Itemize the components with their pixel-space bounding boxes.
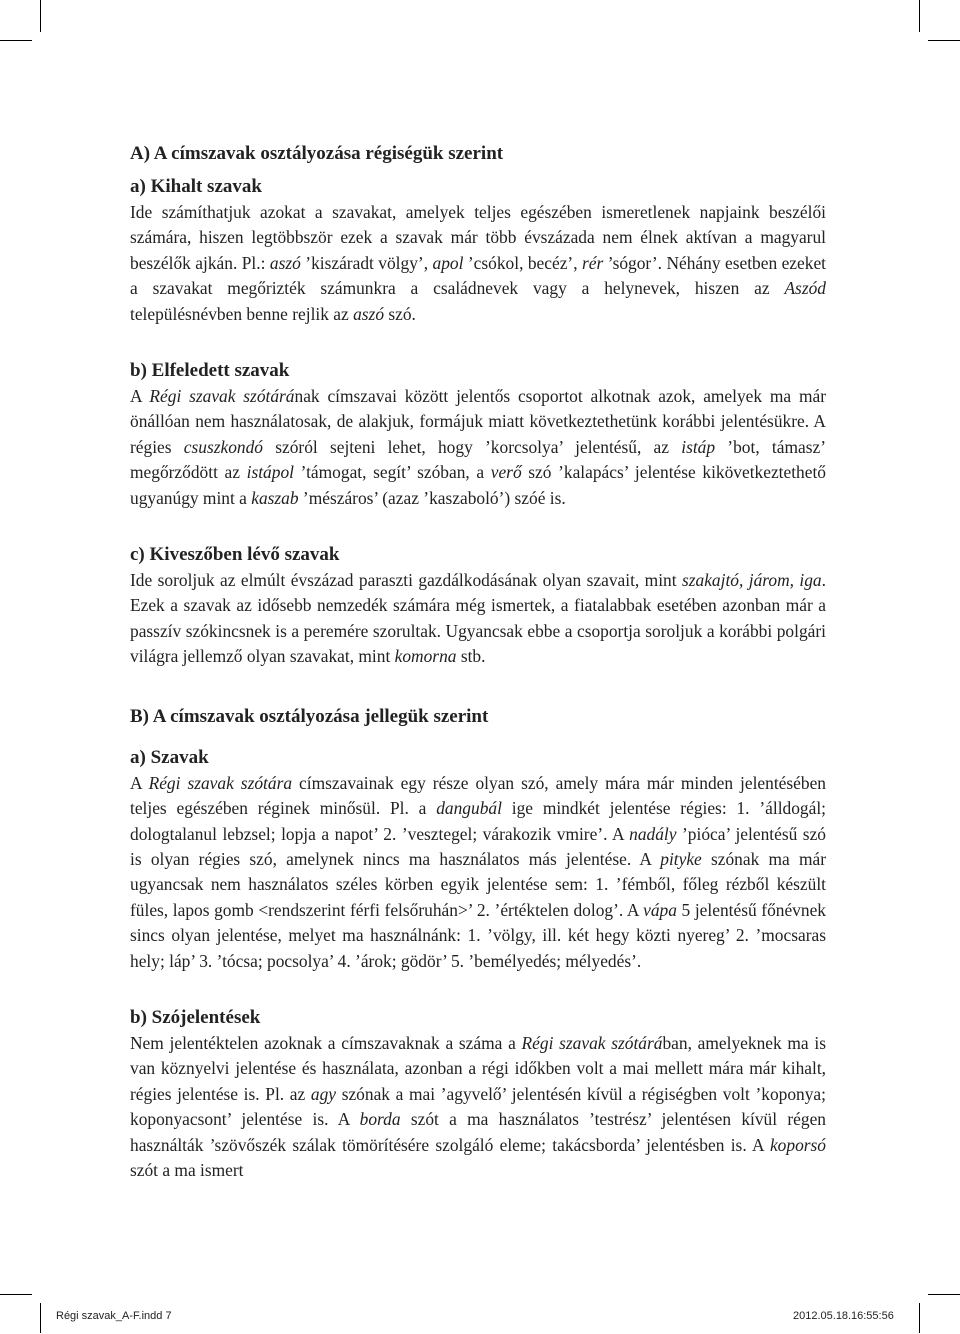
footer-time: 16:55:56 <box>851 1310 894 1322</box>
elfeledett-paragraph: A Régi szavak szótárának címszavai között jelentős csoportot alkotnak azok, amelyek ma már önállóan nem használatosak, de alakjuk, formájuk miatt következtethetünk korábbi jelentésükre. A régies csuszkondó szóról sejteni lehet, hogy ’korcsolya’ jelentésű, az istáp ’bot, támasz’ megőrződött az istápol ’támogat, segít’ szóban, a verő szó ’kalapács’ jelentése kikövetkeztethető ugyanúgy mint a kaszab ’mészáros’ (azaz ’kaszaboló’) szóé is. <box>130 386 827 508</box>
elfeledett-heading: b) Elfeledett szavak <box>130 360 290 382</box>
szojelentesek-paragraph: Nem jelentéktelen azoknak a címszavaknak a száma a Régi szavak szótárában, amelyeknek ma is van köznyelvi jelentése és használata, azonban a régi időkben volt a mai mellett mára már kihalt, régies jelentése is. Pl. az agy szónak a mai ’agyvelő’ jelentésén kívül a régiségben volt ’koponya; koponyacsont’ jelentése is. A borda szót a ma használatos ’testrész’ jelentésen kívül régen használták ’szövőszék szálak tömörítésére szolgáló eleme; takácsborda’ jelentésben is. A koporsó szót a ma ismert <box>130 1032 826 1180</box>
crop-mark-bottom-left-h <box>0 1294 32 1295</box>
crop-mark-top-left <box>40 0 41 32</box>
print-footer <box>0 1310 960 1326</box>
section-b-heading: B) A címszavak osztályozása jellegük szerint <box>130 705 489 727</box>
crop-mark-top-right-h <box>928 40 960 41</box>
kiveszoben-paragraph: Ide soroljuk az elmúlt évszázad paraszti gazdálkodásának olyan szavait, mint szakajtó, járom, iga. Ezek a szavak az idősebb nemzedék számára még ismertek, a fiatalabbak esetében azonban már a passzív szókincsnek is a peremére szorultak. Ugyancsak ebbe a csoportja soroljuk a korábbi polgári világra jellemző olyan szavakat, mint komorna stb. <box>130 570 826 667</box>
kiveszoben-heading: c) Kiveszőben lévő szavak <box>130 544 340 566</box>
page-content <box>130 140 826 1183</box>
section-a-heading: A) A címszavak osztályozása régiségük szerint <box>130 143 504 164</box>
kihalt-paragraph: Ide számíthatjuk azokat a szavakat, amelyek teljes egészében ismeretlenek napjaink beszélői számára, hiszen legtöbbször ezek a szavak már több évszázada nem élnek aktívan a magyarul beszélők ajkán. Pl.: aszó ’kiszáradt völgy’, apol ’csókol, becéz’, rér ’sógor’. Néhány esetben ezeket a szavakat megőrizték számunkra a családnevek vagy a helynevek, hiszen az Aszód településnévben benne rejlik az aszó szó. <box>130 202 826 324</box>
crop-mark-top-left-h <box>0 40 32 41</box>
footer-filename: Régi szavak_A-F.indd 7 <box>56 1310 172 1322</box>
szojelentesek-heading: b) Szójelentések <box>130 1006 261 1028</box>
crop-mark-bottom-right-h <box>928 1294 960 1295</box>
crop-mark-top-right <box>919 0 920 32</box>
szavak-paragraph: A Régi szavak szótára címszavainak egy része olyan szó, amely mára már minden jelentésében teljes egészében réginek minősül. Pl. a dangubál ige mindkét jelentése régies: 1. ’álldogál; dologtalanul lebzsel; lopja a napot’ 2. ’vesztegel; várakozik vmire’. A nadály ’pióca’ jelentésű szó is olyan régies szó, amelynek nincs ma használatos más jelentése. A pityke szónak ma már ugyancsak nem használatos széles körben egyik jelentése sem: 1. ’fémből, főleg rézből készült füles, lapos gomb <rendszerint férfi felsőruhán>’ 2. ’értéktelen dolog’. A vápa 5 jelentésű főnévnek sincs olyan jelentése, melyet ma használnánk: 1. ’völgy, ill. két hegy közti nyereg’ 2. ’mocsaras hely; láp’ 3. ’tócsa; pocsolya’ 4. ’árok; gödör’ 5. ’bemélyedés; mélyedés’. <box>130 772 826 971</box>
kihalt-heading: a) Kihalt szavak <box>130 176 262 197</box>
footer-date: 2012.05.18. <box>793 1310 852 1322</box>
szavak-heading: a) Szavak <box>130 746 209 768</box>
